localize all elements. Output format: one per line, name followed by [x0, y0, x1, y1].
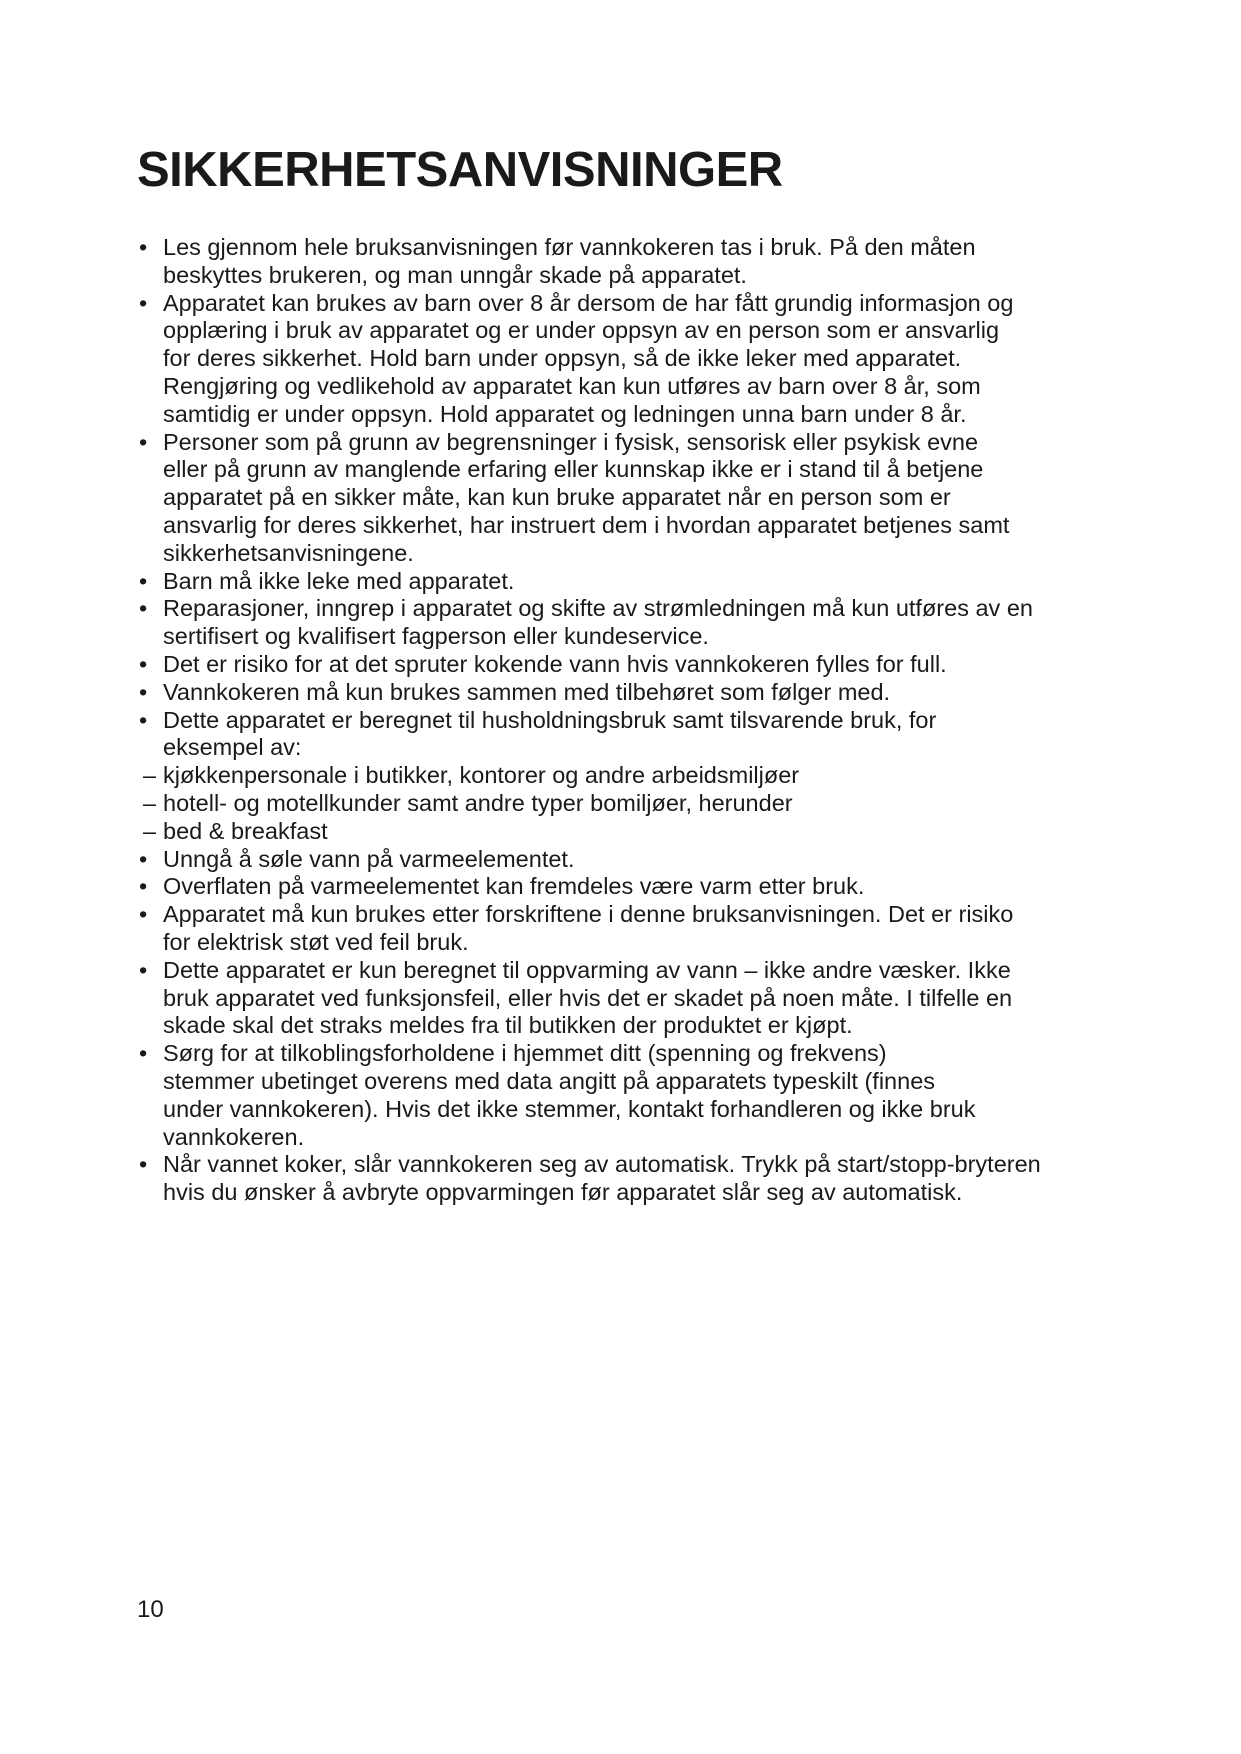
safety-instructions-list — [137, 234, 1137, 1207]
list-item-text-line: eksempel av: — [163, 734, 302, 761]
dash-list-item — [137, 790, 1137, 818]
bullet-list-item — [137, 595, 1137, 651]
bullet-marker: • — [139, 845, 148, 872]
bullet-marker: • — [139, 956, 148, 983]
dash-marker: – — [143, 762, 157, 789]
list-item-text-line: Overflaten på varmeelementet kan fremdeles være varm etter bruk. — [163, 873, 865, 900]
bullet-marker: • — [139, 428, 148, 455]
list-item-text-line: skade skal det straks meldes fra til butikken der produktet er kjøpt. — [163, 1012, 853, 1039]
bullet-marker: • — [139, 873, 148, 900]
list-item-text-line: bruk apparatet ved funksjonsfeil, eller hvis det er skadet på noen måte. I tilfelle en — [163, 984, 1013, 1011]
bullet-list-item — [137, 1040, 1137, 1151]
bullet-marker: • — [139, 567, 148, 594]
bullet-list-item — [137, 901, 1137, 957]
list-item-text-line: hvis du ønsker å avbryte oppvarmingen før apparatet slår seg av automatisk. — [163, 1179, 963, 1206]
list-item-text-line: stemmer ubetinget overens med data angitt på apparatets typeskilt (finnes — [163, 1067, 936, 1094]
list-item-text-line: eller på grunn av manglende erfaring eller kunnskap ikke er i stand til å betjene — [163, 456, 984, 483]
list-item-text-line: Sørg for at tilkoblingsforholdene i hjemmet ditt (spenning og frekvens) — [163, 1040, 887, 1067]
page-title: SIKKERHETSANVISNINGER — [137, 143, 783, 197]
bullet-list-item — [137, 429, 1137, 568]
bullet-marker: • — [139, 1151, 148, 1178]
list-item-text-line: Les gjennom hele bruksanvisningen før vannkokeren tas i bruk. På den måten — [163, 234, 976, 260]
list-item-text-line: sikkerhetsanvisningene. — [163, 539, 414, 566]
bullet-list-item — [137, 651, 1137, 679]
bullet-marker: • — [139, 678, 148, 705]
list-item-text-line: Dette apparatet er kun beregnet til oppvarming av vann – ikke andre væsker. Ikke — [163, 956, 1011, 983]
list-item-text-line: Barn må ikke leke med apparatet. — [163, 567, 515, 594]
bullet-marker: • — [139, 901, 148, 928]
bullet-list-item — [137, 568, 1137, 596]
list-item-text-line: Vannkokeren må kun brukes sammen med tilbehøret som følger med. — [163, 678, 891, 705]
bullet-marker: • — [139, 1040, 148, 1067]
list-item-text-line: vannkokeren. — [163, 1123, 305, 1150]
list-item-text-line: opplæring i bruk av apparatet og er under oppsyn av en person som er ansvarlig — [163, 317, 1000, 344]
dash-marker: – — [143, 817, 157, 844]
list-item-text-line: Det er risiko for at det spruter kokende vann hvis vannkokeren fylles for full. — [163, 650, 947, 677]
list-item-text-line: kjøkkenpersonale i butikker, kontorer og andre arbeidsmiljøer — [163, 762, 800, 789]
list-item-text-line: samtidig er under oppsyn. Hold apparatet og ledningen unna barn under 8 år. — [163, 400, 967, 427]
page-number: 10 — [137, 1596, 164, 1623]
dash-list-item — [137, 818, 1137, 846]
bullet-list-item — [137, 234, 1137, 290]
list-item-text-line: Personer som på grunn av begrensninger i fysisk, sensorisk eller psykisk evne — [163, 428, 979, 455]
bullet-list-item — [137, 957, 1137, 1040]
list-item-text-line: Unngå å søle vann på varmeelementet. — [163, 845, 575, 872]
dash-marker: – — [143, 789, 157, 816]
bullet-marker: • — [139, 289, 148, 316]
list-item-text-line: Apparatet må kun brukes etter forskriftene i denne bruksanvisningen. Det er risiko — [163, 901, 1014, 928]
list-item-text-line: ansvarlig for deres sikkerhet, har instruert dem i hvordan apparatet betjenes samt — [163, 511, 1010, 538]
list-item-text-line: hotell- og motellkunder samt andre typer bomiljøer, herunder — [163, 789, 793, 816]
bullet-list-item — [137, 707, 1137, 763]
bullet-list-item — [137, 679, 1137, 707]
list-item-text-line: Dette apparatet er beregnet til husholdningsbruk samt tilsvarende bruk, for — [163, 706, 937, 733]
bullet-marker: • — [139, 234, 148, 260]
bullet-marker: • — [139, 706, 148, 733]
list-item-text-line: Rengjøring og vedlikehold av apparatet kan kun utføres av barn over 8 år, som — [163, 372, 981, 399]
bullet-list-item — [137, 873, 1137, 901]
list-item-text-line: for elektrisk støt ved feil bruk. — [163, 928, 469, 955]
bullet-marker: • — [139, 595, 148, 622]
list-item-text-line: apparatet på en sikker måte, kan kun bruke apparatet når en person som er — [163, 484, 951, 511]
list-item-text-line: Apparatet kan brukes av barn over 8 år dersom de har fått grundig informasjon og — [163, 289, 1014, 316]
bullet-list-item — [137, 290, 1137, 429]
list-item-text-line: for deres sikkerhet. Hold barn under oppsyn, så de ikke leker med apparatet. — [163, 345, 962, 372]
list-item-text-line: Reparasjoner, inngrep i apparatet og skifte av strømledningen må kun utføres av en — [163, 595, 1033, 622]
list-item-text-line: sertifisert og kvalifisert fagperson eller kundeservice. — [163, 623, 709, 650]
dash-list-item — [137, 762, 1137, 790]
bullet-list-item — [137, 846, 1137, 874]
list-item-text-line: beskyttes brukeren, og man unngår skade på apparatet. — [163, 261, 747, 288]
list-item-text-line: Når vannet koker, slår vannkokeren seg av automatisk. Trykk på start/stopp-bryteren — [163, 1151, 1041, 1178]
bullet-list-item — [137, 1151, 1137, 1207]
list-item-text-line: bed & breakfast — [163, 817, 328, 844]
bullet-marker: • — [139, 650, 148, 677]
list-item-text-line: under vannkokeren). Hvis det ikke stemmer, kontakt forhandleren og ikke bruk — [163, 1095, 976, 1122]
